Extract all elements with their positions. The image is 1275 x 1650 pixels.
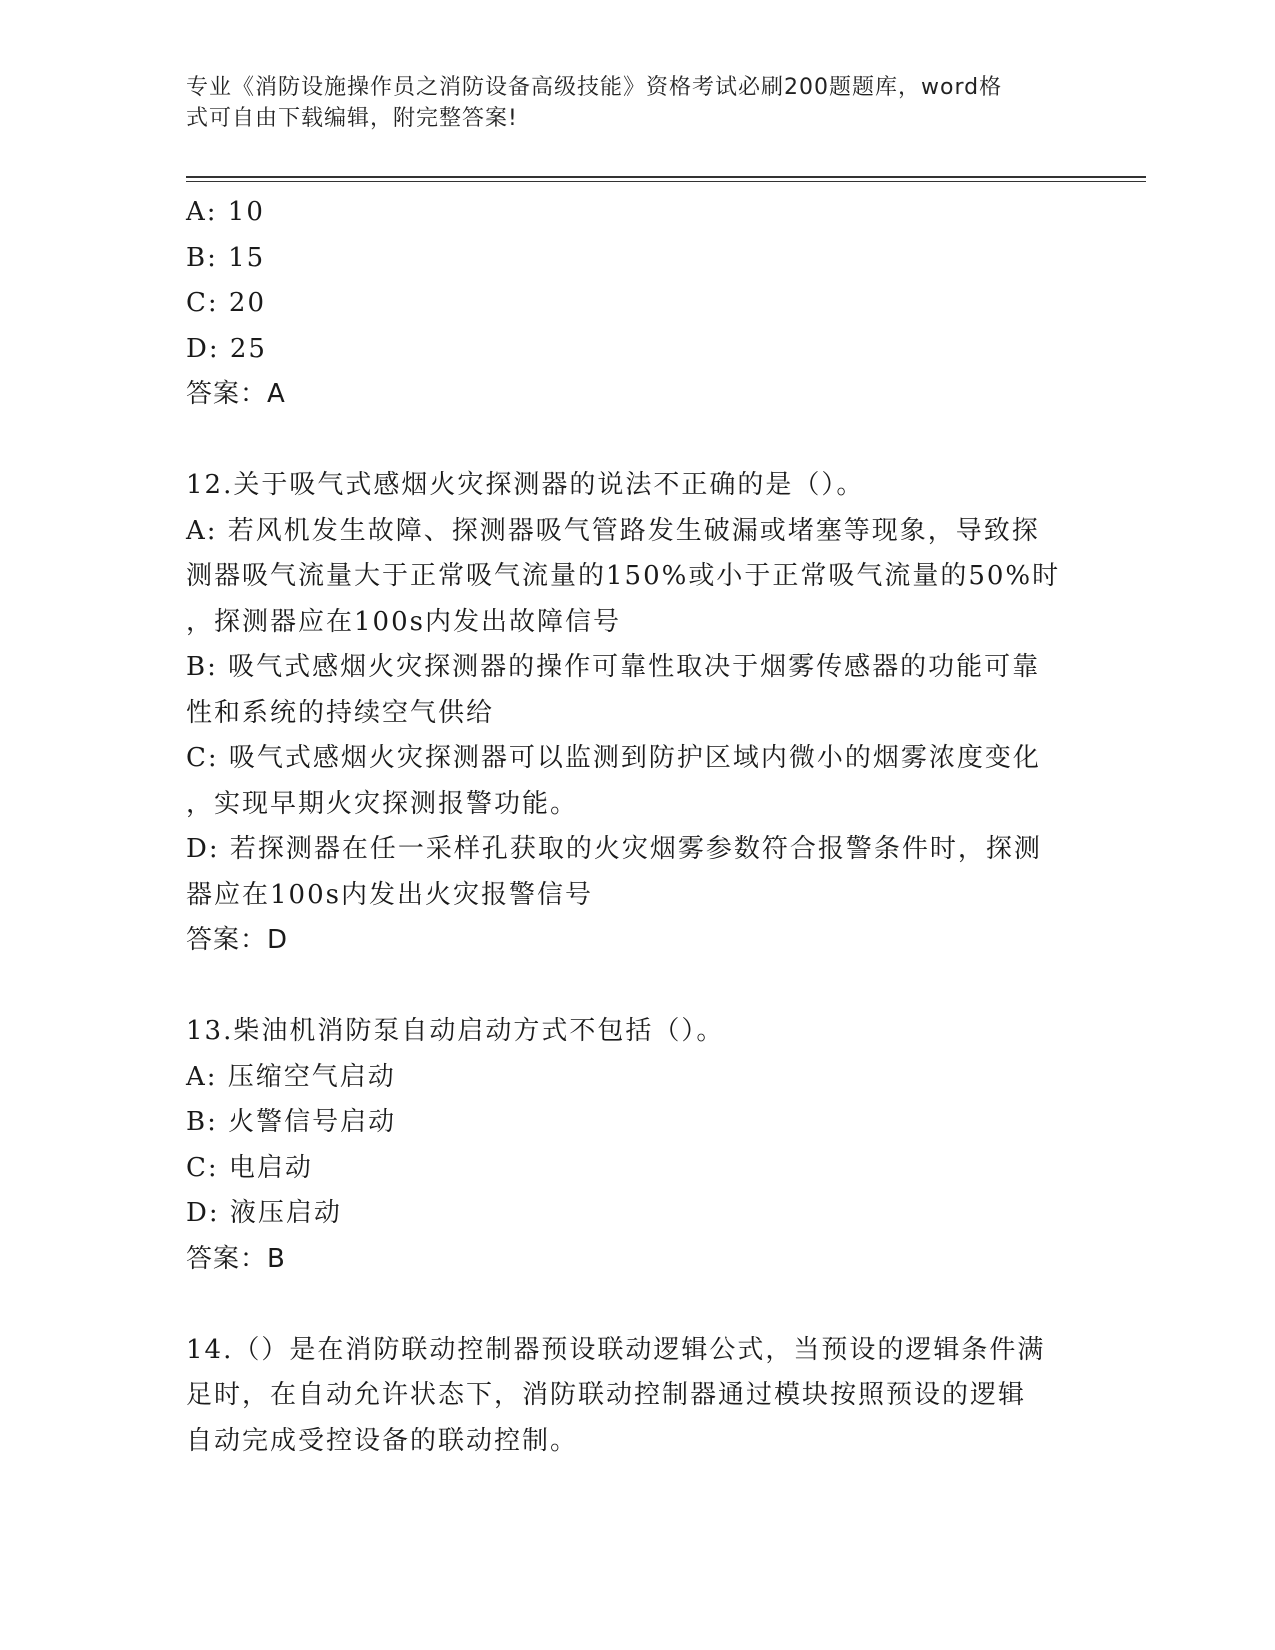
option-b: B: 火警信号启动	[186, 1107, 397, 1137]
option-a: A: 压缩空气启动	[186, 1061, 396, 1092]
option-text-line: 测器吸气流量大于正常吸气流量的150%或小于正常吸气流量的50%时	[186, 561, 1061, 591]
answer-line: 答案：A	[186, 379, 286, 409]
answer-line: 答案：D	[186, 925, 289, 955]
option-text-line: 性和系统的持续空气供给	[186, 697, 495, 728]
option-text-line: ，探测器应在100s内发出故障信号	[186, 606, 621, 637]
option-d: D: 25	[186, 333, 267, 364]
spacer	[186, 1282, 1086, 1328]
question-stem: 12.关于吸气式感烟火灾探测器的说法不正确的是（）。	[186, 470, 865, 500]
question-block-12	[186, 463, 1086, 964]
header-line: 式可自由下载编辑，附完整答案!	[186, 106, 518, 131]
question-stem-line: 足时，在自动允许状态下，消防联动控制器通过模块按照预设的逻辑	[186, 1380, 1027, 1410]
document-body	[186, 190, 1086, 1464]
option-text-line: A: 若风机发生故障、探测器吸气管路发生破漏或堵塞等现象，导致探	[186, 515, 1040, 546]
option-d: D: 液压启动	[186, 1198, 342, 1228]
question-block-11	[186, 190, 1086, 418]
header-divider	[186, 176, 1146, 178]
question-stem: 13.柴油机消防泵自动启动方式不包括（）。	[186, 1016, 725, 1046]
spacer	[186, 418, 1086, 464]
option-a: A: 10	[186, 197, 265, 227]
document-header	[186, 72, 1076, 134]
option-text-line: D: 若探测器在任一采样孔获取的火灾烟雾参数符合报警条件时，探测	[186, 834, 1042, 864]
question-stem-line: 14.（）是在消防联动控制器预设联动逻辑公式，当预设的逻辑条件满	[186, 1334, 1046, 1365]
option-c: C: 20	[186, 288, 267, 318]
option-b: B: 15	[186, 242, 266, 273]
option-text-line: B: 吸气式感烟火灾探测器的操作可靠性取决于烟雾传感器的功能可靠	[186, 652, 1041, 682]
spacer	[186, 964, 1086, 1010]
question-stem-line: 自动完成受控设备的联动控制。	[186, 1425, 579, 1456]
header-divider	[186, 181, 1146, 182]
option-text-line: ，实现早期火灾探测报警功能。	[186, 788, 579, 819]
answer-line: 答案：B	[186, 1243, 286, 1274]
option-text-line: 器应在100s内发出火灾报警信号	[186, 879, 593, 910]
option-text-line: C: 吸气式感烟火灾探测器可以监测到防护区域内微小的烟雾浓度变化	[186, 743, 1041, 773]
question-block-14	[186, 1328, 1086, 1465]
header-line: 专业《消防设施操作员之消防设备高级技能》资格考试必刷200题题库，word格	[186, 75, 1003, 100]
question-block-13	[186, 1009, 1086, 1282]
option-c: C: 电启动	[186, 1152, 313, 1183]
